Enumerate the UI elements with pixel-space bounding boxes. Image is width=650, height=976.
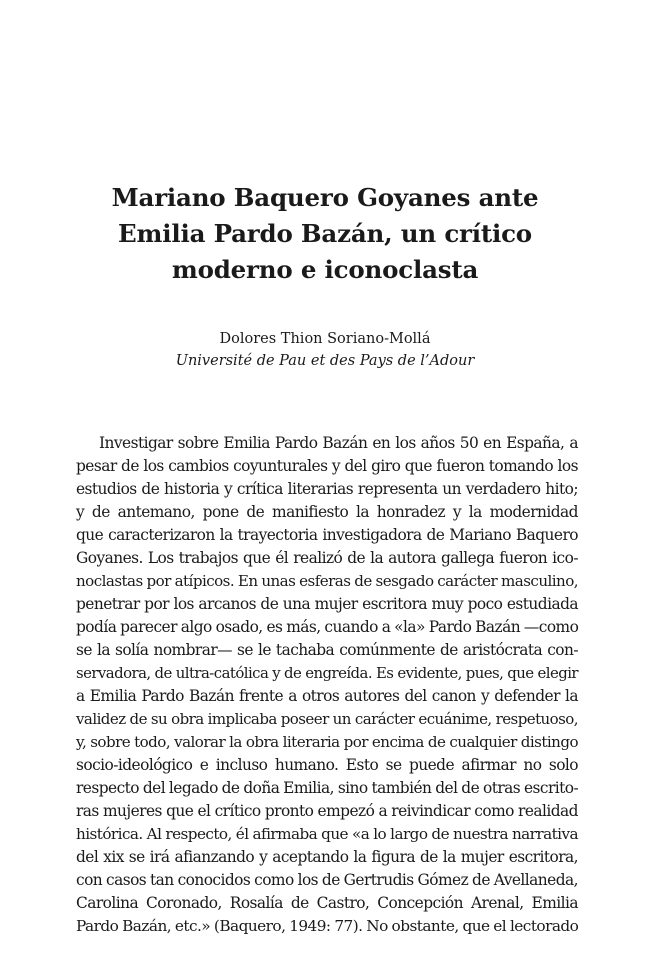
body-line: respecto del legado de doña Emilia, sino también del de otras escrito- <box>76 779 579 797</box>
body-line: se la solía nombrar— se le tachaba comúnmente de aristócrata con- <box>76 641 578 659</box>
title-line: Emilia Pardo Bazán, un crítico <box>118 219 532 248</box>
body-line: Goyanes. Los trabajos que él realizó de la autora gallega fueron ico- <box>76 549 578 567</box>
body-line: y de antemano, pone de manifiesto la honradez y la modernidad <box>76 503 578 521</box>
body-line: pesar de los cambios coyunturales y del giro que fueron tomando los <box>76 457 578 475</box>
body-line: con casos tan conocidos como los de Gertrudis Gómez de Avellaneda, <box>76 871 578 889</box>
body-paragraph <box>76 432 578 938</box>
body-line: y, sobre todo, valorar la obra literaria por encima de cualquier distingo <box>76 733 578 751</box>
body-line: ras mujeres que el crítico pronto empezó a reivindicar como realidad <box>76 802 578 820</box>
body-line: Pardo Bazán, etc.» (Baquero, 1949: 77). No obstante, que el lectorado <box>76 917 579 935</box>
body-line: estudios de historia y crítica literarias representa un verdadero hito; <box>76 480 578 498</box>
body-line: histórica. Al respecto, él afirmaba que «a lo largo de nuestra narrativa <box>76 825 578 843</box>
body-line: servadora, de ultra-católica y de engreída. Es evidente, pues, que elegir <box>76 664 578 682</box>
body-line: Carolina Coronado, Rosalía de Castro, Concepción Arenal, Emilia <box>76 894 578 912</box>
title-line: Mariano Baquero Goyanes ante <box>111 183 539 212</box>
body-line: que caracterizaron la trayectoria investigadora de Mariano Baquero <box>76 526 578 544</box>
body-line: Investigar sobre Emilia Pardo Bazán en los años 50 en España, a <box>99 434 578 452</box>
title-line: moderno e iconoclasta <box>171 255 479 284</box>
author-name: Dolores Thion Soriano-Mollá <box>219 331 431 347</box>
body-line: validez de su obra implicaba poseer un carácter ecuánime, respetuoso, <box>76 710 578 728</box>
body-line: a Emilia Pardo Bazán frente a otros autores del canon y defender la <box>76 687 578 705</box>
author-affiliation: Université de Pau et des Pays de l’Adour <box>175 353 475 369</box>
article-title <box>0 180 650 288</box>
body-line: socio-ideológico e incluso humano. Esto se puede afirmar no solo <box>76 756 578 774</box>
body-line: del xix se irá afianzando y aceptando la figura de la mujer escritora, <box>76 848 578 866</box>
body-line: noclastas por atípicos. En unas esferas de sesgado carácter masculino, <box>76 572 578 590</box>
body-line: podía parecer algo osado, es más, cuando a «la» Pardo Bazán —como <box>76 618 579 636</box>
body-line: penetrar por los arcanos de una mujer escritora muy poco estudiada <box>76 595 578 613</box>
